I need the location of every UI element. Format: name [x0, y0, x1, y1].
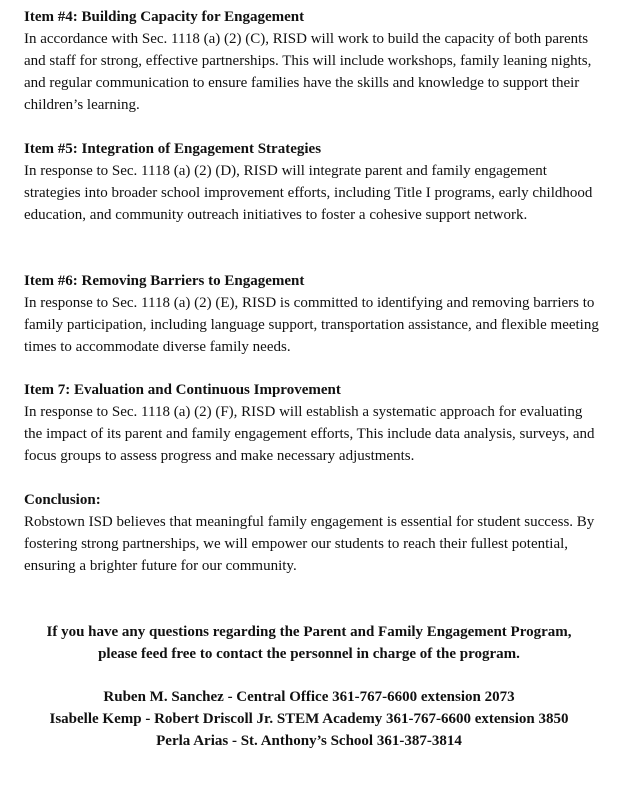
conclusion-section	[24, 489, 604, 577]
conclusion-heading: Conclusion:	[24, 492, 101, 508]
item-7-heading: Item 7: Evaluation and Continuous Improvement	[24, 382, 341, 398]
item-5-section	[24, 138, 604, 226]
item-5-heading: Item #5: Integration of Engagement Strategies	[24, 141, 322, 157]
item-4-section	[24, 6, 604, 116]
item-7-body: In response to Sec. 1118 (a) (2) (F), RISD will establish a systematic approach for evaluating the impact of its parent and family engagement efforts, This include data analysis, surveys, and focus groups to assess progress and make necessary adjustments.	[24, 404, 595, 464]
item-6-section	[24, 270, 604, 358]
contact-line: Perla Arias - St. Anthony’s School 361-387-3814	[156, 733, 462, 749]
contact-line: Isabelle Kemp - Robert Driscoll Jr. STEM Academy 361-767-6600 extension 3850	[49, 711, 569, 727]
item-6-body: In response to Sec. 1118 (a) (2) (E), RISD is committed to identifying and removing barriers to family participation, including language support, transportation assistance, and flexible meeting times to accommodate diverse family needs.	[24, 295, 599, 355]
questions-line-1: If you have any questions regarding the Parent and Family Engagement Program,	[46, 624, 572, 640]
item-7-section	[24, 379, 604, 467]
questions-line-2: please feed free to contact the personnel in charge of the program.	[98, 646, 520, 662]
contact-line: Ruben M. Sanchez - Central Office 361-767-6600 extension 2073	[103, 689, 515, 705]
contacts-list	[0, 686, 618, 752]
conclusion-body: Robstown ISD believes that meaningful family engagement is essential for student success. By fostering strong partnerships, we will empower our students to reach their fullest potential, ensuring a brighter future for our community.	[24, 514, 595, 574]
item-4-heading: Item #4: Building Capacity for Engagement	[24, 9, 305, 25]
item-5-body: In response to Sec. 1118 (a) (2) (D), RISD will integrate parent and family engagement strategies into broader school improvement efforts, including Title I programs, early childhood education, and community outreach initiatives to foster a cohesive support network.	[24, 163, 593, 223]
item-6-heading: Item #6: Removing Barriers to Engagement	[24, 273, 305, 289]
questions-note	[0, 621, 618, 665]
item-4-body: In accordance with Sec. 1118 (a) (2) (C), RISD will work to build the capacity of both parents and staff for strong, effective partnerships. This will include workshops, family leaning nights, and regular communication to ensure families have the skills and knowledge to support their children’s learning.	[24, 31, 592, 113]
